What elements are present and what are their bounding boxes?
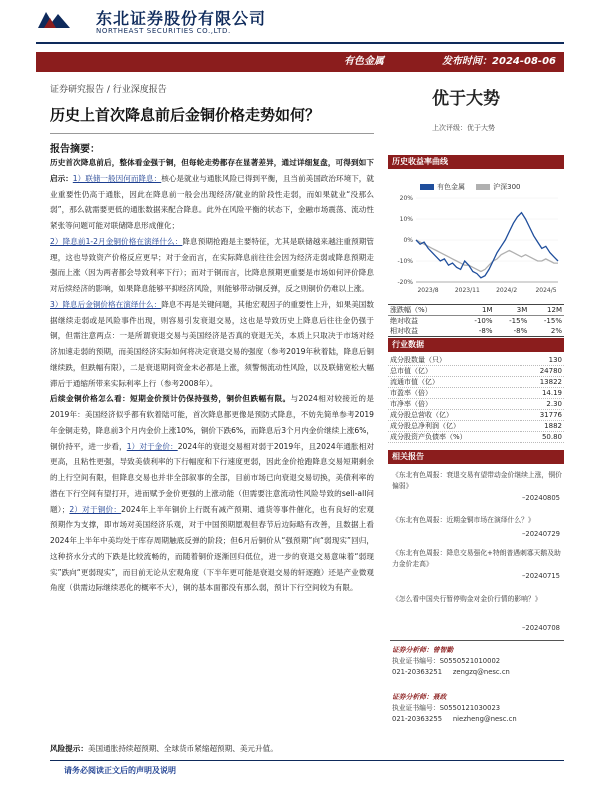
analyst-cert: 执业证书编号：S0550521010002 (392, 657, 501, 665)
industry-section-title: 行业数据 (388, 338, 564, 352)
table-row (388, 326, 564, 337)
related-report-date: –20240729 (522, 530, 560, 538)
legend-swatch-2 (476, 184, 490, 190)
paragraph-highlight: 1）联储一般因何而降息： (72, 173, 162, 183)
paragraph-text: 核心是就业与通胀风险已得到平衡，且当前美国政治环境下，就业重要性仍高于通胀，因此在降息前一般会出现经济/就业的阶段性走弱，而如果就业“没那么弱”，那么就需要更低的通胀数据来配合降息。此外在风险平衡的状态下，金融市场震荡、流动性紧张等问题可能对联储降息形成催化； (50, 173, 374, 230)
company-name-en: NORTHEAST SECURITIES CO.,LTD. (96, 27, 231, 35)
table-cell: -8% (495, 326, 530, 337)
table-cell: 成分股总营收（亿） (388, 410, 521, 421)
table-row (388, 421, 564, 432)
paragraph-highlight: 3）降息后金铜价格在演绎什么： (50, 299, 162, 309)
y-tick-label: -10% (397, 258, 413, 265)
analyst-email[interactable]: zengzq@nesc.cn (452, 668, 510, 676)
summary-body (50, 155, 374, 596)
table-row (388, 388, 564, 399)
paragraph-1 (50, 155, 374, 234)
paragraph-highlight: 2）降息前1-2月金铜价格在演绎什么： (50, 236, 183, 246)
table-header: 3M (495, 305, 530, 316)
publish-date: 发布时间：2024-08-06 (442, 56, 556, 67)
analyst-phone: 021-20363255 (392, 715, 443, 723)
table-header: 12M (529, 305, 564, 316)
sector-label: 有色金属 (344, 56, 384, 67)
performance-chart (388, 194, 564, 298)
paragraph-text: 2024年上半年铜价上行既有减产预期、通货等事件催化，也有良好的宏观预期作为支撑，即市场对美国经济乐观，对于中国预期愿观但春节后边际略有改善，且数据上看2024年上半年中美均处于库存周期触底反弹的阶段；但6月后铜价从“强预期”向“弱现实”回归，这种挤水分式的下跌是比较流畅的，而随着铜价逐渐回归低位，进一步的衰退交易意味着“弱现实”跌向“更弱现实”，而目前无论从宏观角度（下半年更可能是衰退交易的轩逐跑）还是产业微观角度（供需边际继续恶化的概率不大），铜的基本面都没有那么弱，预计下行空间较为有限。 (50, 504, 374, 593)
analyst-phone: 021-20363251 (392, 668, 443, 676)
risk-text: 美国通胀持续超预期、全球货币紧缩超预期、美元升值。 (87, 744, 278, 753)
legend-label-1: 有色金属 (437, 183, 465, 191)
x-tick-label: 2024/2 (496, 287, 518, 294)
analyst-name: 证券分析师：曾智勤 (392, 646, 454, 654)
y-tick-label: 10% (399, 216, 413, 223)
summary-heading: 报告摘要： (50, 144, 100, 155)
paragraph-2 (50, 234, 374, 297)
table-cell: -10% (474, 317, 493, 325)
table-header: 1M (460, 305, 495, 316)
table-cell: 绝对收益 (390, 317, 418, 325)
table-cell: 1882 (521, 421, 564, 432)
table-row (388, 432, 564, 443)
series-line (416, 240, 558, 272)
paragraph-lead: 后续金铜价格怎么看：短期金价预计仍保持强势，铜价但跌幅有限。 (50, 394, 291, 404)
table-cell: 2% (529, 326, 564, 337)
x-tick-label: 2024/5 (535, 287, 557, 294)
header-rule (36, 42, 564, 44)
table-row (388, 377, 564, 388)
table-cell: 13822 (521, 377, 564, 388)
related-report-link[interactable]: 《东北有色周报：近期金铜市场在演绎什么？》 (392, 516, 535, 524)
x-tick-label: 2023/11 (454, 287, 480, 294)
breadcrumb: 证券研究报告 / 行业深度报告 (50, 85, 167, 95)
related-report-link[interactable]: 《东北有色周报：降息交易强化+特朗普遇刺寡天鹅及助力金价走高》 (392, 549, 561, 568)
table-cell: 成分股资产负债率（%） (388, 432, 521, 443)
paragraph-text: 2024年的衰退交易相对弱于2019年，且2024年通胀相对更高，且粘性更强，导致美债利率的下行幅度和下行速度更弱，因此金价抢跑降息交易短期剩余的上行空间有限，但降息交易也并非全部叙事的全部，目前市场已向衰退交易切换，美债利率的潜在下行空间有望打开，进而赋予金价更强的上涨动能（但需要注意流动性风险导致的sell-all问题）； (50, 441, 374, 514)
table-row (388, 316, 564, 327)
table-cell: -8% (460, 326, 495, 337)
y-tick-label: 20% (399, 195, 413, 202)
y-tick-label: -20% (397, 279, 413, 286)
related-report-link[interactable]: 《东北有色周报：衰退交易有望带动金价继续上涨，铜价偏弱》 (392, 471, 562, 490)
table-cell: 流通市值（亿） (388, 377, 521, 388)
paragraph-highlight: 2）对于铜价： (69, 504, 122, 514)
table-cell: 市净率（倍） (388, 399, 521, 410)
table-cell: 24780 (521, 366, 564, 377)
y-tick-label: 0% (403, 237, 413, 244)
related-report-date: –20240805 (522, 494, 560, 502)
legend-label-2: 沪深300 (493, 183, 521, 191)
table-header: 涨跌幅（%） (388, 305, 460, 316)
table-cell: -15% (509, 317, 528, 325)
footer-disclaimer[interactable]: 请务必阅读正文后的声明及说明 (64, 766, 176, 775)
related-section-title: 相关报告 (388, 450, 564, 464)
table-row (388, 355, 564, 366)
table-row (388, 366, 564, 377)
footer-rule (50, 760, 564, 761)
table-cell: 总市值（亿） (388, 366, 521, 377)
table-cell: -15% (543, 317, 562, 325)
industry-table (388, 355, 564, 443)
paragraph-highlight: 1）对于金价： (126, 441, 178, 451)
table-cell: 相对收益 (388, 326, 460, 337)
analyst-email[interactable]: niezheng@nesc.cn (452, 715, 517, 723)
perf-section-title: 历史收益率曲线 (388, 155, 564, 169)
logo-icon (36, 8, 72, 32)
table-cell: 成分股总净利润（亿） (388, 421, 521, 432)
analyst-cert: 执业证书编号：S0550121030023 (392, 704, 501, 712)
table-cell: 14.19 (521, 388, 564, 399)
analyst-block (392, 645, 564, 678)
related-report-date: –20240708 (522, 624, 560, 632)
analyst-divider (390, 640, 564, 641)
table-cell: 成分股数量（只） (388, 355, 521, 366)
rating: 优于大势 (432, 89, 500, 109)
table-header-row (388, 305, 564, 316)
previous-rating: 上次评级：优于大势 (432, 124, 495, 132)
paragraph-4 (50, 391, 374, 596)
paragraph-text: 降息预期抢跑是主要特征，尤其是联储越来越注重预期管理，这也导致资产价格反应更早；对于金而言，在实际降息前往往会因为经济走弱或降息预期走强而上涨（因为两者都会导致利率下行）；而对于铜而言，比降息预期更重要是市场如何评价降息对后续经济的影响，如果降息能够平抑经济风险，则能够带动铜反弹，反之则铜价仍难以上涨。 (50, 236, 374, 293)
risk-note (50, 743, 374, 754)
page-title: 历史上首次降息前后金铜价格走势如何？ (50, 106, 321, 124)
analyst-name: 证券分析师：聂政 (392, 693, 447, 701)
related-report-link[interactable]: 《怎么看中国央行暂停购金对金价行情的影响？》 (392, 595, 542, 603)
paragraph-lead: 历史首次降息前后，整体看金强于铜，但每轮走势都存在显著差异，通过详细复盘，可得到如下启示： (50, 158, 374, 183)
table-cell: 50.80 (521, 432, 564, 443)
table-row (388, 399, 564, 410)
table-cell: 31776 (521, 410, 564, 421)
related-report-date: –20240715 (522, 572, 560, 580)
paragraph-3 (50, 297, 374, 392)
table-row (388, 410, 564, 421)
company-name-cn: 东北证券股份有限公司 (96, 9, 267, 28)
x-tick-label: 2023/8 (417, 287, 439, 294)
risk-label: 风险提示： (50, 744, 88, 753)
analyst-block (392, 692, 564, 725)
paragraph-text: 与2024相对较接近的是2019年：美国经济似乎都有软着陆可能，首次降息都更像是预防式降息，不妨先简单参考2019年金铜走势，降息前3个月内金价上涨10%，铜价下跌6%，而降息后3个月内金价继续上涨6%，铜价持平，进一步看， (50, 394, 375, 451)
chart-legend (420, 182, 521, 192)
table-cell: 2.30 (521, 399, 564, 410)
table-cell: 130 (521, 355, 564, 366)
legend-swatch-1 (420, 184, 434, 190)
table-cell: 市盈率（倍） (388, 388, 521, 399)
paragraph-text: 降息不再是关键问题，其他宏观因子的重要性上升，如果美国数据继续走弱或是风险事件出现，则容易引发衰退交易，这也是导致历史上降息后往往金仍强于铜，但需注意两点：一是所谓衰退交易与美国经济是否真的衰退无关，本质上只取决于市场对经济加速走弱的预期，而美国经济实际如何将决定衰退交易的强度（参考2019年秋着陆，降息后铜继续跌，但跌幅有限），二是衰退期间资金未必都是上涨，须警惕流动性风险，以及联储宽松大幅滞后于通缩所带来实际利率上行（参考2008年）。 (50, 299, 374, 388)
title-divider (50, 133, 374, 134)
performance-table (388, 304, 564, 337)
